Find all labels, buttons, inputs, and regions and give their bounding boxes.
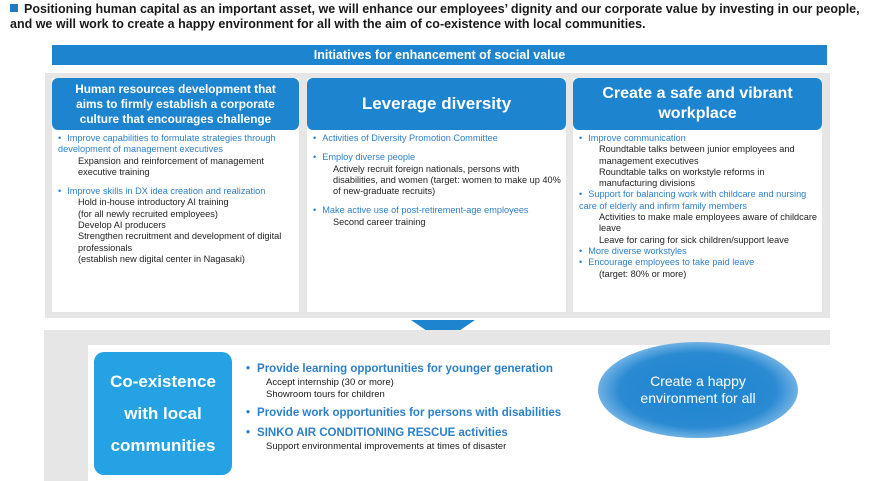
- card-title: Create a safe and vibrant workplace: [573, 78, 822, 130]
- list-item: • Encourage employees to take paid leave: [579, 257, 818, 268]
- list-item: • SINKO AIR CONDITIONING RESCUE activities: [246, 426, 561, 441]
- card-body: [58, 133, 295, 265]
- sub-item: Second career training: [333, 216, 426, 227]
- list-item: • Activities of Diversity Promotion Committee: [313, 133, 562, 144]
- list-item: • More diverse workstyles: [579, 246, 818, 257]
- sub-item: Strengthen recruitment and development of digital professionals: [78, 231, 282, 253]
- square-bullet-icon: [10, 4, 18, 12]
- sub-item: (for all newly recruited employees): [78, 208, 218, 219]
- card-human-resources: [52, 78, 299, 312]
- card-workplace: [573, 78, 822, 312]
- coexistence-line: communities: [110, 435, 216, 455]
- list-item: • Make active use of post-retirement-age employees: [313, 205, 562, 216]
- list-item: • Improve communication: [579, 133, 818, 144]
- list-item: • Improve skills in DX idea creation and realization: [58, 186, 295, 197]
- coexistence-list: [246, 362, 561, 453]
- intro-text: Positioning human capital as an important asset, we will enhance our employees’ dignity and our corporate value by investing in our people, and we will work to create a happy environment for all with the aim of co-existence with local communities.: [10, 2, 860, 31]
- goal-ellipse: [598, 342, 798, 438]
- sub-item: Develop AI producers: [78, 220, 166, 231]
- card-body: [579, 133, 818, 280]
- sub-item: Actively recruit foreign nationals, persons with disabilities, and women (target: women to make up 40% of new-graduate recruits): [333, 163, 561, 197]
- goal-line: environment for all: [640, 390, 756, 406]
- coexistence-line: with local: [124, 403, 202, 423]
- sub-item: Showroom tours for children: [266, 389, 385, 400]
- sub-item: Support environmental improvements at times of disaster: [266, 441, 507, 452]
- sub-item: Roundtable talks on workstyle reforms in manufacturing divisions: [599, 166, 765, 189]
- sub-item: Hold in-house introductory AI training: [78, 197, 229, 208]
- list-item: • Provide learning opportunities for younger generation: [246, 362, 561, 377]
- sub-item: Accept internship (30 or more): [266, 377, 394, 388]
- card-diversity: [307, 78, 566, 312]
- coexistence-line: Co-existence: [110, 371, 216, 391]
- sub-item: Expansion and reinforcement of management executive training: [78, 155, 264, 177]
- goal-line: Create a happy: [650, 373, 746, 389]
- card-title: Human resources development that aims to firmly establish a corporate culture that encourages challenge: [52, 78, 299, 130]
- coexistence-badge: [94, 352, 232, 475]
- sub-item: Roundtable talks between junior employees and management executives: [599, 144, 795, 166]
- list-item: • Provide work opportunities for persons with disabilities: [246, 406, 561, 421]
- intro-statement: [10, 2, 870, 32]
- list-item: • Employ diverse people: [313, 152, 562, 163]
- sub-item: (target: 80% or more): [599, 268, 687, 279]
- list-item: • Support for balancing work with childcare and nursing care of elderly and infirm family members: [579, 189, 818, 212]
- sub-item: Leave for caring for sick children/support leave: [599, 234, 789, 245]
- card-body: [313, 133, 562, 228]
- sub-item: Activities to make male employees aware of childcare leave: [599, 212, 818, 234]
- card-title: Leverage diversity: [307, 78, 566, 130]
- sub-item: (establish new digital center in Nagasaki): [78, 253, 245, 264]
- list-item: • Improve capabilities to formulate strategies through development of management executives: [58, 133, 295, 156]
- initiatives-banner: Initiatives for enhancement of social value: [52, 45, 827, 65]
